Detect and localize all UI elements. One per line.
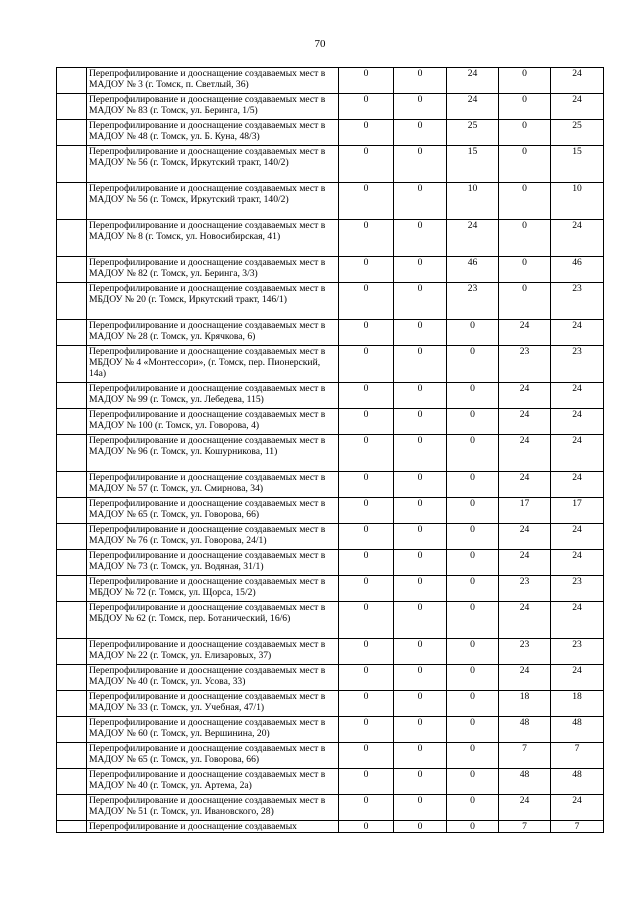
row-number-cell	[57, 691, 87, 717]
row-value-5: 46	[551, 257, 604, 283]
row-value-1: 0	[339, 743, 394, 769]
row-value-4: 24	[499, 795, 551, 821]
row-value-2: 0	[394, 472, 447, 498]
row-value-3: 46	[447, 257, 499, 283]
row-number-cell	[57, 220, 87, 257]
row-value-1: 0	[339, 435, 394, 472]
table-row	[57, 346, 604, 383]
row-value-1: 0	[339, 524, 394, 550]
row-description: Перепрофилирование и дооснащение создаваемых мест в МАДОУ № 22 (г. Томск, ул. Елизаровых, 37)	[87, 639, 339, 665]
row-value-4: 24	[499, 409, 551, 435]
row-value-3: 0	[447, 639, 499, 665]
table-row	[57, 120, 604, 146]
row-value-5: 23	[551, 576, 604, 602]
row-number-cell	[57, 68, 87, 94]
row-value-4: 23	[499, 346, 551, 383]
table-row	[57, 257, 604, 283]
row-number-cell	[57, 639, 87, 665]
row-number-cell	[57, 550, 87, 576]
row-value-2: 0	[394, 220, 447, 257]
row-value-1: 0	[339, 383, 394, 409]
row-description: Перепрофилирование и дооснащение создаваемых мест в МАДОУ № 56 (г. Томск, Иркутский тракт, 140/2)	[87, 146, 339, 183]
row-value-4: 24	[499, 383, 551, 409]
row-number-cell	[57, 717, 87, 743]
row-description: Перепрофилирование и дооснащение создаваемых	[87, 821, 339, 833]
table-row	[57, 409, 604, 435]
row-value-1: 0	[339, 146, 394, 183]
row-value-4: 0	[499, 283, 551, 320]
row-description: Перепрофилирование и дооснащение создаваемых мест в МАДОУ № 83 (г. Томск, ул. Беринга, 1/5)	[87, 94, 339, 120]
table-row	[57, 524, 604, 550]
row-value-1: 0	[339, 472, 394, 498]
row-value-4: 17	[499, 498, 551, 524]
table-row	[57, 639, 604, 665]
row-number-cell	[57, 498, 87, 524]
row-value-1: 0	[339, 639, 394, 665]
row-value-5: 23	[551, 283, 604, 320]
row-value-5: 15	[551, 146, 604, 183]
table-row	[57, 795, 604, 821]
row-value-1: 0	[339, 220, 394, 257]
row-value-5: 48	[551, 769, 604, 795]
table-row	[57, 576, 604, 602]
row-description: Перепрофилирование и дооснащение создаваемых мест в МАДОУ № 33 (г. Томск, ул. Учебная, 47/1)	[87, 691, 339, 717]
row-value-3: 15	[447, 146, 499, 183]
row-value-1: 0	[339, 550, 394, 576]
table-row	[57, 383, 604, 409]
row-description: Перепрофилирование и дооснащение создаваемых мест в МАДОУ № 60 (г. Томск, ул. Вершинина, 20)	[87, 717, 339, 743]
table-row	[57, 743, 604, 769]
row-value-4: 24	[499, 602, 551, 639]
row-value-4: 0	[499, 257, 551, 283]
row-description: Перепрофилирование и дооснащение создаваемых мест в МАДОУ № 56 (г. Томск, Иркутский тракт, 140/2)	[87, 183, 339, 220]
row-value-4: 0	[499, 183, 551, 220]
row-description: Перепрофилирование и дооснащение создаваемых мест в МАДОУ № 100 (г. Томск, ул. Говорова, 4)	[87, 409, 339, 435]
row-value-4: 0	[499, 94, 551, 120]
row-number-cell	[57, 409, 87, 435]
places-table	[56, 67, 604, 833]
row-value-2: 0	[394, 524, 447, 550]
table-row	[57, 665, 604, 691]
row-value-1: 0	[339, 257, 394, 283]
row-value-2: 0	[394, 283, 447, 320]
table-row	[57, 183, 604, 220]
row-value-5: 23	[551, 639, 604, 665]
row-number-cell	[57, 120, 87, 146]
row-value-5: 24	[551, 220, 604, 257]
row-value-3: 0	[447, 821, 499, 833]
row-value-4: 24	[499, 524, 551, 550]
row-number-cell	[57, 795, 87, 821]
row-value-5: 17	[551, 498, 604, 524]
row-value-1: 0	[339, 795, 394, 821]
row-value-5: 7	[551, 821, 604, 833]
row-value-5: 24	[551, 383, 604, 409]
row-value-4: 0	[499, 120, 551, 146]
row-value-2: 0	[394, 602, 447, 639]
row-value-5: 24	[551, 409, 604, 435]
row-value-3: 0	[447, 665, 499, 691]
row-value-1: 0	[339, 498, 394, 524]
row-value-2: 0	[394, 383, 447, 409]
row-value-2: 0	[394, 120, 447, 146]
row-value-3: 0	[447, 435, 499, 472]
page-number: 70	[314, 38, 326, 50]
row-value-4: 23	[499, 576, 551, 602]
row-value-5: 24	[551, 524, 604, 550]
table-row	[57, 220, 604, 257]
row-value-1: 0	[339, 320, 394, 346]
table-row	[57, 821, 604, 833]
row-value-5: 24	[551, 435, 604, 472]
row-value-4: 24	[499, 665, 551, 691]
row-value-4: 0	[499, 146, 551, 183]
row-value-1: 0	[339, 94, 394, 120]
row-value-3: 0	[447, 691, 499, 717]
row-value-5: 24	[551, 795, 604, 821]
row-value-5: 24	[551, 602, 604, 639]
row-number-cell	[57, 146, 87, 183]
row-number-cell	[57, 602, 87, 639]
row-value-2: 0	[394, 94, 447, 120]
row-value-2: 0	[394, 665, 447, 691]
row-number-cell	[57, 576, 87, 602]
row-value-5: 7	[551, 743, 604, 769]
row-value-2: 0	[394, 320, 447, 346]
row-value-4: 7	[499, 743, 551, 769]
table-row	[57, 602, 604, 639]
row-value-3: 0	[447, 717, 499, 743]
row-value-2: 0	[394, 795, 447, 821]
row-value-5: 24	[551, 472, 604, 498]
row-value-4: 48	[499, 769, 551, 795]
row-value-4: 24	[499, 320, 551, 346]
row-description: Перепрофилирование и дооснащение создаваемых мест в МАДОУ № 48 (г. Томск, ул. Б. Куна, 48/3)	[87, 120, 339, 146]
table-row	[57, 68, 604, 94]
row-value-1: 0	[339, 409, 394, 435]
row-number-cell	[57, 769, 87, 795]
row-description: Перепрофилирование и дооснащение создаваемых мест в МБДОУ № 20 (г. Томск, Иркутский тракт, 146/1)	[87, 283, 339, 320]
row-value-3: 23	[447, 283, 499, 320]
row-value-4: 7	[499, 821, 551, 833]
row-value-1: 0	[339, 691, 394, 717]
row-value-1: 0	[339, 120, 394, 146]
row-value-5: 18	[551, 691, 604, 717]
row-description: Перепрофилирование и дооснащение создаваемых мест в МАДОУ № 82 (г. Томск, ул. Беринга, 3/3)	[87, 257, 339, 283]
row-value-1: 0	[339, 346, 394, 383]
row-description: Перепрофилирование и дооснащение создаваемых мест в МАДОУ № 3 (г. Томск, п. Светлый, 36)	[87, 68, 339, 94]
table-row	[57, 550, 604, 576]
row-value-1: 0	[339, 821, 394, 833]
row-value-3: 0	[447, 576, 499, 602]
row-value-4: 0	[499, 220, 551, 257]
row-value-2: 0	[394, 68, 447, 94]
row-value-5: 48	[551, 717, 604, 743]
row-description: Перепрофилирование и дооснащение создаваемых мест в МАДОУ № 76 (г. Томск, ул. Говорова, 24/1)	[87, 524, 339, 550]
row-value-1: 0	[339, 665, 394, 691]
row-value-3: 0	[447, 550, 499, 576]
row-value-2: 0	[394, 435, 447, 472]
row-value-3: 0	[447, 383, 499, 409]
row-value-5: 23	[551, 346, 604, 383]
row-description: Перепрофилирование и дооснащение создаваемых мест в МАДОУ № 57 (г. Томск, ул. Смирнова, 34)	[87, 472, 339, 498]
row-value-1: 0	[339, 68, 394, 94]
row-value-4: 24	[499, 472, 551, 498]
row-value-4: 24	[499, 435, 551, 472]
row-value-5: 24	[551, 68, 604, 94]
row-value-5: 24	[551, 550, 604, 576]
row-number-cell	[57, 320, 87, 346]
row-value-1: 0	[339, 283, 394, 320]
row-value-3: 0	[447, 743, 499, 769]
row-value-2: 0	[394, 639, 447, 665]
row-description: Перепрофилирование и дооснащение создаваемых мест в МАДОУ № 96 (г. Томск, ул. Кошурникова, 11)	[87, 435, 339, 472]
row-value-2: 0	[394, 769, 447, 795]
row-value-4: 48	[499, 717, 551, 743]
row-value-3: 0	[447, 346, 499, 383]
row-description: Перепрофилирование и дооснащение создаваемых мест в МАДОУ № 65 (г. Томск, ул. Говорова, 66)	[87, 743, 339, 769]
row-value-2: 0	[394, 576, 447, 602]
row-value-4: 0	[499, 68, 551, 94]
row-number-cell	[57, 94, 87, 120]
row-value-3: 24	[447, 220, 499, 257]
table-row	[57, 94, 604, 120]
row-value-3: 0	[447, 524, 499, 550]
table-row	[57, 320, 604, 346]
row-description: Перепрофилирование и дооснащение создаваемых мест в МАДОУ № 73 (г. Томск, ул. Водяная, 31/1)	[87, 550, 339, 576]
row-value-2: 0	[394, 691, 447, 717]
row-description: Перепрофилирование и дооснащение создаваемых мест в МАДОУ № 65 (г. Томск, ул. Говорова, 66)	[87, 498, 339, 524]
row-value-3: 0	[447, 769, 499, 795]
row-value-5: 24	[551, 320, 604, 346]
row-description: Перепрофилирование и дооснащение создаваемых мест в МАДОУ № 40 (г. Томск, ул. Усова, 33)	[87, 665, 339, 691]
row-value-3: 0	[447, 409, 499, 435]
row-value-5: 24	[551, 94, 604, 120]
row-number-cell	[57, 183, 87, 220]
row-value-1: 0	[339, 602, 394, 639]
row-value-3: 0	[447, 602, 499, 639]
row-description: Перепрофилирование и дооснащение создаваемых мест в МБДОУ № 4 «Монтессори», (г. Томск, пер. Пионерский, 14а)	[87, 346, 339, 383]
row-description: Перепрофилирование и дооснащение создаваемых мест в МАДОУ № 8 (г. Томск, ул. Новосибирская, 41)	[87, 220, 339, 257]
row-number-cell	[57, 435, 87, 472]
row-value-5: 10	[551, 183, 604, 220]
row-value-2: 0	[394, 346, 447, 383]
row-description: Перепрофилирование и дооснащение создаваемых мест в МБДОУ № 72 (г. Томск, ул. Щорса, 15/2)	[87, 576, 339, 602]
row-value-4: 23	[499, 639, 551, 665]
row-description: Перепрофилирование и дооснащение создаваемых мест в МАДОУ № 40 (г. Томск, ул. Артема, 2а)	[87, 769, 339, 795]
row-value-3: 25	[447, 120, 499, 146]
row-value-3: 0	[447, 795, 499, 821]
row-number-cell	[57, 383, 87, 409]
row-value-2: 0	[394, 409, 447, 435]
table-row	[57, 435, 604, 472]
row-value-3: 0	[447, 498, 499, 524]
row-value-1: 0	[339, 769, 394, 795]
row-description: Перепрофилирование и дооснащение создаваемых мест в МАДОУ № 28 (г. Томск, ул. Крячкова, 6)	[87, 320, 339, 346]
row-number-cell	[57, 821, 87, 833]
row-number-cell	[57, 472, 87, 498]
row-number-cell	[57, 257, 87, 283]
row-value-2: 0	[394, 743, 447, 769]
row-value-3: 0	[447, 472, 499, 498]
row-value-2: 0	[394, 717, 447, 743]
row-number-cell	[57, 346, 87, 383]
row-value-1: 0	[339, 576, 394, 602]
row-description: Перепрофилирование и дооснащение создаваемых мест в МАДОУ № 99 (г. Томск, ул. Лебедева, 115)	[87, 383, 339, 409]
row-value-2: 0	[394, 498, 447, 524]
row-description: Перепрофилирование и дооснащение создаваемых мест в МБДОУ № 62 (г. Томск, пер. Ботанический, 16/6)	[87, 602, 339, 639]
row-number-cell	[57, 283, 87, 320]
row-number-cell	[57, 524, 87, 550]
row-value-2: 0	[394, 257, 447, 283]
table-body	[57, 68, 604, 833]
row-value-2: 0	[394, 550, 447, 576]
table-row	[57, 283, 604, 320]
table-row	[57, 146, 604, 183]
row-value-5: 24	[551, 665, 604, 691]
row-description: Перепрофилирование и дооснащение создаваемых мест в МАДОУ № 51 (г. Томск, ул. Ивановского, 28)	[87, 795, 339, 821]
row-value-3: 24	[447, 68, 499, 94]
row-value-3: 24	[447, 94, 499, 120]
table-row	[57, 769, 604, 795]
row-value-2: 0	[394, 146, 447, 183]
table-row	[57, 717, 604, 743]
row-value-3: 10	[447, 183, 499, 220]
row-value-5: 25	[551, 120, 604, 146]
table-row	[57, 691, 604, 717]
row-value-4: 24	[499, 550, 551, 576]
row-value-4: 18	[499, 691, 551, 717]
row-value-2: 0	[394, 183, 447, 220]
row-value-1: 0	[339, 183, 394, 220]
row-value-1: 0	[339, 717, 394, 743]
row-number-cell	[57, 665, 87, 691]
table-row	[57, 498, 604, 524]
row-number-cell	[57, 743, 87, 769]
table-row	[57, 472, 604, 498]
row-value-3: 0	[447, 320, 499, 346]
row-value-2: 0	[394, 821, 447, 833]
